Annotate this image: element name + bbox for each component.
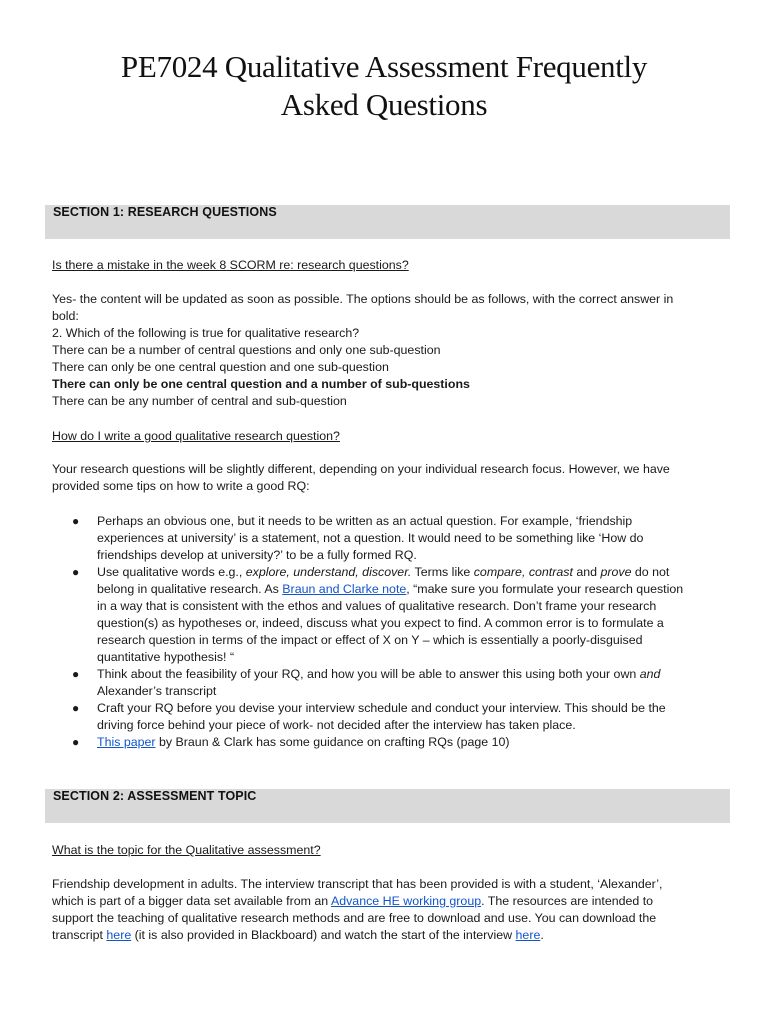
- section-1-heading: SECTION 1: RESEARCH QUESTIONS: [53, 205, 277, 219]
- answer-line: provided some tips on how to write a good RQ:: [52, 479, 310, 493]
- emphasis-text: explore, understand, discover.: [245, 565, 412, 579]
- answer-intro-line: bold:: [52, 309, 79, 323]
- title-line-1: PE7024 Qualitative Assessment Frequently: [120, 49, 648, 84]
- emphasis-text: prove: [600, 565, 632, 579]
- bullet-icon: ●: [72, 735, 80, 749]
- faq-answer-topic: [52, 876, 722, 944]
- faq-question-topic: What is the topic for the Qualitative assessment?: [52, 843, 321, 857]
- list-item-line: driving force behind your piece of work- not decided after the interview has taken place.: [97, 718, 576, 732]
- list-item: [52, 734, 712, 751]
- text-run: . The resources are intended to: [481, 894, 654, 908]
- quiz-option-correct: There can only be one central question and a number of sub-questions: [52, 377, 470, 391]
- list-item: [52, 700, 712, 734]
- faq-question-scorm: Is there a mistake in the week 8 SCORM re: research questions?: [52, 258, 409, 272]
- text-run: and: [572, 565, 601, 579]
- text-run: , “make sure you formulate your research question: [406, 582, 684, 596]
- text-run: which is part of a bigger data set available from an: [52, 894, 331, 908]
- list-item: [52, 666, 712, 700]
- answer-line: [52, 893, 722, 910]
- list-item-line: question(s) as hypotheses or, indeed, discuss what you expect to find. A common error is to formulate a: [97, 616, 664, 630]
- this-paper-link[interactable]: This paper: [97, 735, 156, 749]
- document-title: [40, 48, 728, 124]
- text-run: transcript: [52, 928, 107, 942]
- quiz-question: 2. Which of the following is true for qualitative research?: [52, 326, 360, 340]
- text-run: belong in qualitative research. As: [97, 582, 283, 596]
- advance-he-link[interactable]: Advance HE working group: [330, 894, 482, 908]
- text-run: .: [540, 928, 544, 942]
- section-1-header: [45, 205, 730, 239]
- list-item-line: [97, 564, 712, 581]
- list-item: [52, 513, 712, 564]
- emphasis-text: and: [639, 667, 661, 681]
- section-2-heading: SECTION 2: ASSESSMENT TOPIC: [53, 789, 257, 803]
- faq-answer-rq-intro: [52, 461, 722, 495]
- bullet-icon: ●: [72, 514, 80, 528]
- interview-here-link[interactable]: here: [515, 928, 541, 942]
- text-run: Think about the feasibility of your RQ, and how you will be able to answer this using both your own: [97, 667, 640, 681]
- faq-answer-scorm: [52, 291, 722, 410]
- title-line-2: Asked Questions: [280, 87, 488, 122]
- list-item-line: Craft your RQ before you devise your interview schedule and conduct your interview. This should be the: [97, 701, 666, 715]
- answer-intro-line: Yes- the content will be updated as soon as possible. The options should be as follows, with the correct answer in: [52, 292, 674, 306]
- bullet-icon: ●: [72, 667, 80, 681]
- text-run: do not: [631, 565, 670, 579]
- list-item: [52, 564, 712, 666]
- answer-line: [52, 927, 722, 944]
- answer-line: support the teaching of qualitative research methods and are free to download and use. You can download the: [52, 911, 657, 925]
- bullet-icon: ●: [72, 701, 80, 715]
- text-run: Use qualitative words e.g.,: [97, 565, 246, 579]
- transcript-here-link[interactable]: here: [106, 928, 132, 942]
- list-item-line: friendships develop at university?’ to be a fully formed RQ.: [97, 548, 417, 562]
- text-run: by Braun & Clark has some guidance on crafting RQs (page 10): [155, 735, 510, 749]
- list-item-line: research question in terms of the impact or effect of X on Y – which is essentially a poorly-disguised: [97, 633, 643, 647]
- quiz-option: There can only be one central question and one sub-question: [52, 360, 389, 374]
- list-item-line: in a way that is consistent with the ethos and values of qualitative research. Don’t frame your research: [97, 599, 657, 613]
- section-2-header: [45, 789, 730, 823]
- bullet-icon: ●: [72, 565, 80, 579]
- list-item-line: [97, 734, 712, 751]
- list-item-line: [97, 666, 712, 683]
- list-item-line: Perhaps an obvious one, but it needs to be written as an actual question. For example, ‘friendship: [97, 514, 633, 528]
- braun-clarke-link[interactable]: Braun and Clarke note: [282, 582, 407, 596]
- list-item-line: quantitative hypothesis! “: [97, 650, 235, 664]
- answer-line: Your research questions will be slightly different, depending on your individual research focus. However, we have: [52, 462, 670, 476]
- list-item-line: [97, 581, 712, 598]
- rq-tips-list: [52, 513, 712, 751]
- quiz-option: There can be a number of central questions and only one sub-question: [52, 343, 441, 357]
- list-item-line: experiences at university’ is a statement, not a question. It would need to be something like ‘How do: [97, 531, 644, 545]
- list-item-line: Alexander’s transcript: [97, 684, 217, 698]
- text-run: Terms like: [411, 565, 474, 579]
- quiz-option: There can be any number of central and sub-question: [52, 394, 347, 408]
- text-run: (it is also provided in Blackboard) and watch the start of the interview: [131, 928, 516, 942]
- emphasis-text: compare, contrast: [473, 565, 573, 579]
- answer-line: Friendship development in adults. The interview transcript that has been provided is with a student, ‘Alexander’,: [52, 877, 663, 891]
- faq-question-rq: How do I write a good qualitative research question?: [52, 429, 340, 443]
